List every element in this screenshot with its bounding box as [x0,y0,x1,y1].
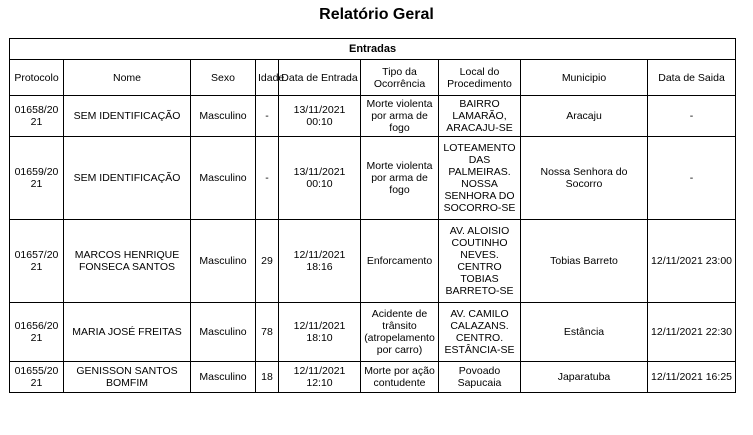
cell-data-entrada: 12/11/2021 12:10 [279,362,361,393]
cell-idade: 29 [256,220,279,303]
cell-tipo-ocorrencia: Morte violenta por arma de fogo [361,137,439,220]
cell-sexo: Masculino [191,137,256,220]
cell-data-saida: - [648,137,736,220]
table-row [10,137,736,220]
cell-protocolo: 01657/2021 [10,220,64,303]
cell-data-entrada: 13/11/2021 00:10 [279,137,361,220]
column-header-nome: Nome [64,60,191,96]
cell-idade: 18 [256,362,279,393]
cell-municipio: Nossa Senhora do Socorro [521,137,648,220]
cell-local-procedimento: LOTEAMENTO DAS PALMEIRAS. NOSSA SENHORA DO SOCORRO-SE [439,137,521,220]
column-header-data-entrada: Data de Entrada [279,60,361,96]
table-row [10,96,736,137]
column-header-municipio: Municipio [521,60,648,96]
cell-local-procedimento: Povoado Sapucaia [439,362,521,393]
cell-data-saida: 12/11/2021 23:00 [648,220,736,303]
cell-municipio: Tobias Barreto [521,220,648,303]
cell-local-procedimento: AV. ALOISIO COUTINHO NEVES. CENTRO TOBIAS BARRETO-SE [439,220,521,303]
cell-idade: 78 [256,303,279,362]
cell-tipo-ocorrencia: Acidente de trânsito (atropelamento por carro) [361,303,439,362]
cell-protocolo: 01659/2021 [10,137,64,220]
cell-protocolo: 01655/2021 [10,362,64,393]
table-row [10,362,736,393]
cell-local-procedimento: AV. CAMILO CALAZANS. CENTRO. ESTÂNCIA-SE [439,303,521,362]
cell-sexo: Masculino [191,362,256,393]
cell-sexo: Masculino [191,96,256,137]
table-row [10,303,736,362]
entries-table [9,38,736,393]
cell-nome: SEM IDENTIFICAÇÃO [64,96,191,137]
table-row [10,220,736,303]
cell-data-entrada: 12/11/2021 18:10 [279,303,361,362]
cell-local-procedimento: BAIRRO LAMARÃO, ARACAJU-SE [439,96,521,137]
cell-municipio: Aracaju [521,96,648,137]
cell-data-entrada: 12/11/2021 18:16 [279,220,361,303]
cell-protocolo: 01658/2021 [10,96,64,137]
cell-nome: SEM IDENTIFICAÇÃO [64,137,191,220]
cell-nome: MARCOS HENRIQUE FONSECA SANTOS [64,220,191,303]
cell-sexo: Masculino [191,303,256,362]
section-header: Entradas [10,39,736,60]
cell-municipio: Estância [521,303,648,362]
report-title: Relatório Geral [319,6,434,23]
cell-idade: - [256,96,279,137]
cell-protocolo: 01656/2021 [10,303,64,362]
cell-sexo: Masculino [191,220,256,303]
cell-data-entrada: 13/11/2021 00:10 [279,96,361,137]
column-header-sexo: Sexo [191,60,256,96]
cell-data-saida: - [648,96,736,137]
column-header-row [10,60,736,96]
cell-tipo-ocorrencia: Morte violenta por arma de fogo [361,96,439,137]
column-header-local-procedimento: Local do Procedimento [439,60,521,96]
cell-idade: - [256,137,279,220]
cell-data-saida: 12/11/2021 16:25 [648,362,736,393]
cell-nome: GENISSON SANTOS BOMFIM [64,362,191,393]
column-header-tipo-ocorrencia: Tipo da Ocorrência [361,60,439,96]
cell-data-saida: 12/11/2021 22:30 [648,303,736,362]
column-header-idade: Idade [256,60,279,96]
column-header-protocolo: Protocolo [10,60,64,96]
cell-municipio: Japaratuba [521,362,648,393]
cell-nome: MARIA JOSÉ FREITAS [64,303,191,362]
cell-tipo-ocorrencia: Morte por ação contudente [361,362,439,393]
column-header-data-saida: Data de Saida [648,60,736,96]
cell-tipo-ocorrencia: Enforcamento [361,220,439,303]
